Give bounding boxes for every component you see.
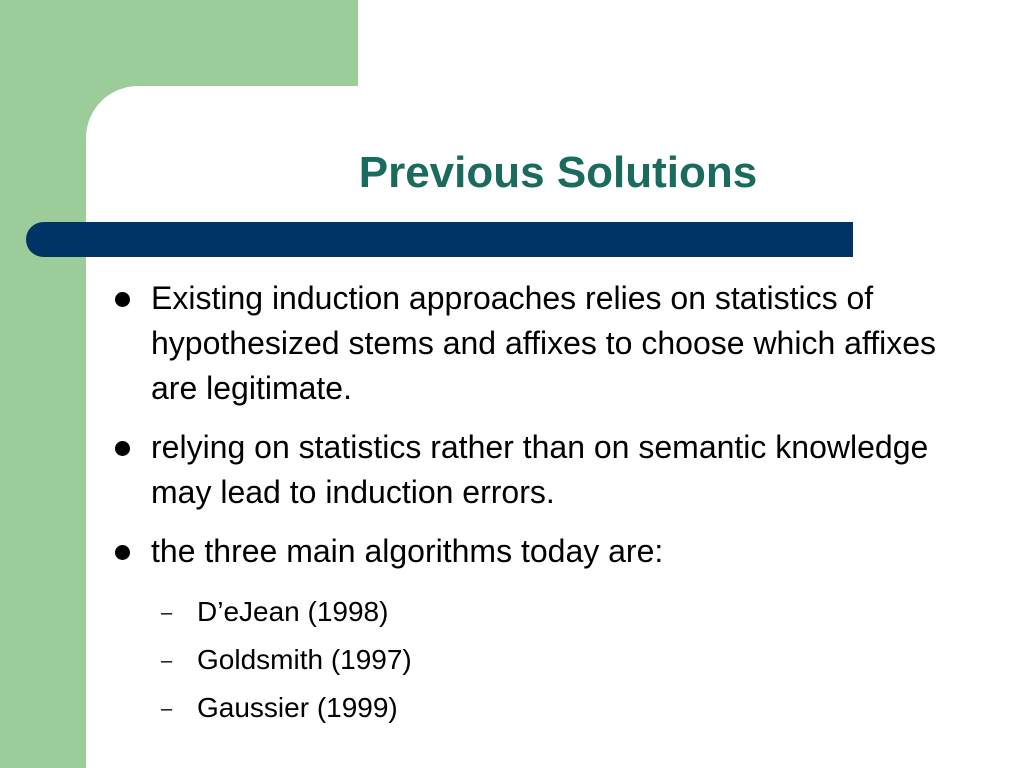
sub-item-text: Gaussier (1999) <box>197 692 398 723</box>
bullet-dot-icon <box>115 545 130 560</box>
sub-list-item <box>111 684 991 732</box>
sub-list-item <box>111 636 991 684</box>
bullet-item <box>111 529 991 574</box>
bullet-item <box>111 276 991 411</box>
bullet-text: the three main algorithms today are: <box>151 533 664 569</box>
sub-item-text: Goldsmith (1997) <box>197 644 412 675</box>
title-underline-bar <box>26 222 853 257</box>
bullet-text: Existing induction approaches relies on statistics of hypothesized stems and affixes to choose which affixes are legitimate. <box>151 280 937 406</box>
bullet-dot-icon <box>115 441 130 456</box>
bullet-dot-icon <box>115 292 130 307</box>
dash-icon: – <box>161 650 173 672</box>
slide-body <box>111 276 991 732</box>
sub-item-text: D’eJean (1998) <box>197 596 389 627</box>
sub-list-item <box>111 588 991 636</box>
algorithm-list <box>111 588 991 732</box>
dash-icon: – <box>161 698 173 720</box>
bullet-text: relying on statistics rather than on semantic knowledge may lead to induction errors. <box>151 429 929 510</box>
slide-title: Previous Solutions <box>358 148 758 197</box>
dash-icon: – <box>161 602 173 624</box>
bullet-item <box>111 425 991 515</box>
